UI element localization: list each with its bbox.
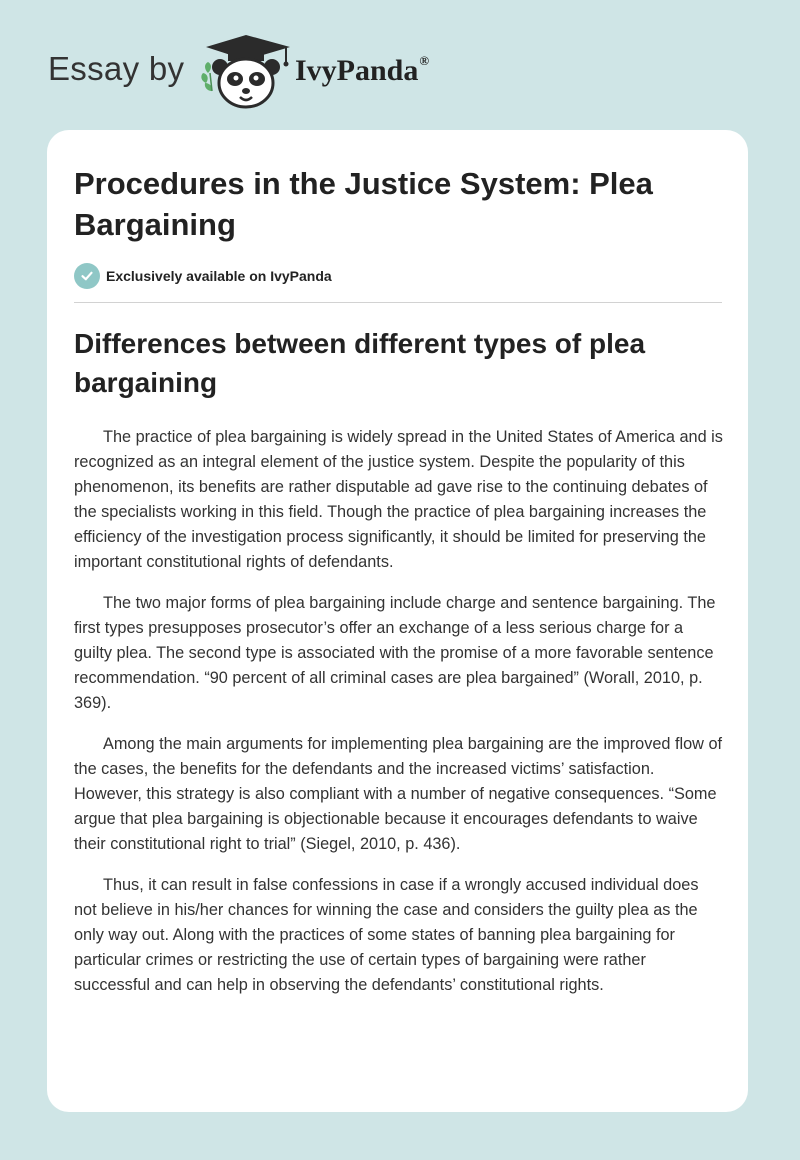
paragraph: The two major forms of plea bargaining include charge and sentence bargaining. The first types presupposes prosecutor’s offer an exchange of a less serious charge for a guilty plea. The second type is associated with the promise of a more favorable sentence recommendation. “90 percent of all criminal cases are plea bargained” (Worall, 2010, p. 369). <box>74 594 716 712</box>
exclusive-badge <box>74 263 332 289</box>
essay-by-label: Essay by <box>48 50 185 87</box>
paragraph: Thus, it can result in false confessions in case if a wrongly accused individual does not believe in his/her chances for winning the case and considers the guilty plea as the only way out. Along with the practices of some states of banning plea bargaining for particular crimes or restricting the use of certain types of bargaining were rather successful and can help in observing the defendants’ constitutional rights. <box>74 876 699 994</box>
essay-card <box>47 130 748 1112</box>
panda-graduate-logo <box>198 33 294 113</box>
paragraph: Among the main arguments for implementing plea bargaining are the improved flow of the cases, the benefits for the defendants and the increased victims’ satisfaction. However, this strategy is also compliant with a number of negative consequences. “Some argue that plea bargaining is objectionable because it encourages defendants to waive their constitutional right to trial” (Siegel, 2010, p. 436). <box>74 735 723 853</box>
check-circle-icon <box>74 263 100 289</box>
essay-body <box>74 425 724 1014</box>
section-heading: Differences between different types of plea bargaining <box>74 328 646 398</box>
site-header <box>0 0 800 125</box>
ivypanda-wordmark[interactable]: IvyPanda® <box>295 53 430 87</box>
paragraph: The practice of plea bargaining is widely spread in the United States of America and is recognized as an integral element of the justice system. Despite the popularity of this phenomenon, its benefits are rather disputable ad gave rise to the continuing debates of the specialists working in this field. Though the practice of plea bargaining increases the efficiency of the investigation process significantly, it should be limited for preserving the important constitutional rights of defendants. <box>74 428 723 571</box>
page-title: Procedures in the Justice System: Plea Bargaining <box>74 166 653 242</box>
divider <box>74 302 722 303</box>
badge-label: Exclusively available on IvyPanda <box>106 268 332 284</box>
registered-mark: ® <box>419 53 430 68</box>
ivy-leaf-icon <box>201 62 212 91</box>
